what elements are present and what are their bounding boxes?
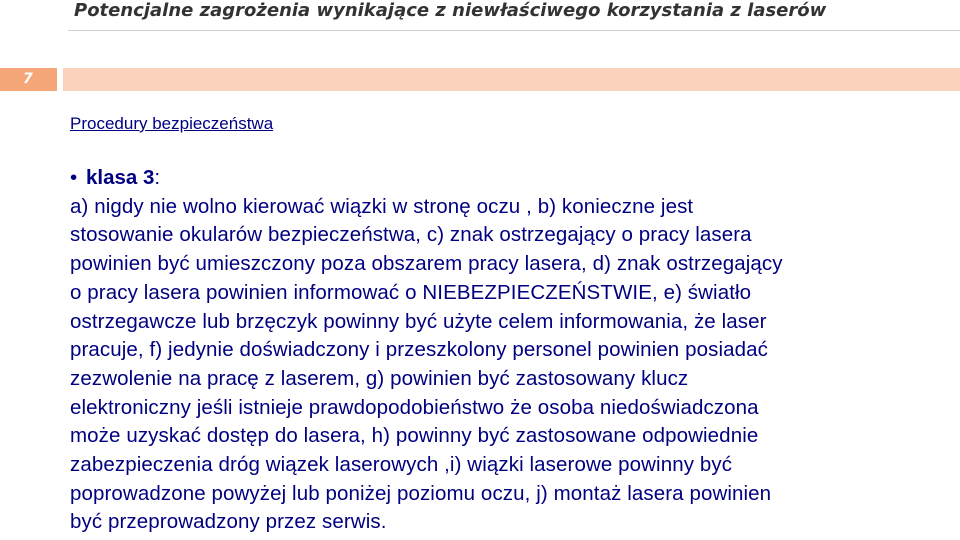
body-line: stosowanie okularów bezpieczeństwa, c) znak ostrzegający o pracy lasera bbox=[70, 223, 752, 247]
body-line: zabezpieczenia dróg wiązek laserowych ,i) wiązki laserowe powinny być bbox=[70, 453, 733, 477]
body-line: zezwolenie na pracę z laserem, g) powinien być zastosowany klucz bbox=[70, 366, 689, 390]
body-text bbox=[70, 164, 950, 537]
body-line: ostrzegawcze lub brzęczyk powinny być użyte celem informowania, że laser bbox=[70, 309, 767, 333]
bullet-colon: : bbox=[154, 166, 161, 189]
body-line: elektroniczny jeśli istnieje prawdopodobieństwo że osoba niedoświadczona bbox=[70, 395, 759, 419]
bullet-item bbox=[70, 164, 950, 193]
body-line: być przeprowadzony przez serwis. bbox=[70, 510, 387, 534]
slide-number: 7 bbox=[23, 71, 33, 87]
bullet-icon: • bbox=[70, 166, 78, 189]
body-line: może uzyskać dostęp do lasera, h) powinny być zastosowane odpowiednie bbox=[70, 424, 759, 448]
body-line: o pracy lasera powinien informować o NIEBEZPIECZEŃSTWIE, e) światło bbox=[70, 280, 752, 304]
section-heading: Procedury bezpieczeństwa bbox=[70, 114, 274, 133]
body-line: a) nigdy nie wolno kierować wiązki w stronę oczu , b) konieczne jest bbox=[70, 194, 694, 218]
slide-header-title: Potencjalne zagrożenia wynikające z niewłaściwego korzystania z laserów bbox=[74, 0, 827, 21]
accent-bar bbox=[63, 68, 960, 91]
body-line: poprowadzone powyżej lub poniżej poziomu oczu, j) montaż lasera powinien bbox=[70, 481, 772, 505]
header-divider bbox=[68, 30, 960, 31]
body-line: powinien być umieszczony poza obszarem pracy lasera, d) znak ostrzegający bbox=[70, 252, 783, 276]
bullet-label: klasa 3 bbox=[86, 166, 155, 189]
body-line: pracuje, f) jedynie doświadczony i przeszkolony personel powinien posiadać bbox=[70, 338, 768, 362]
